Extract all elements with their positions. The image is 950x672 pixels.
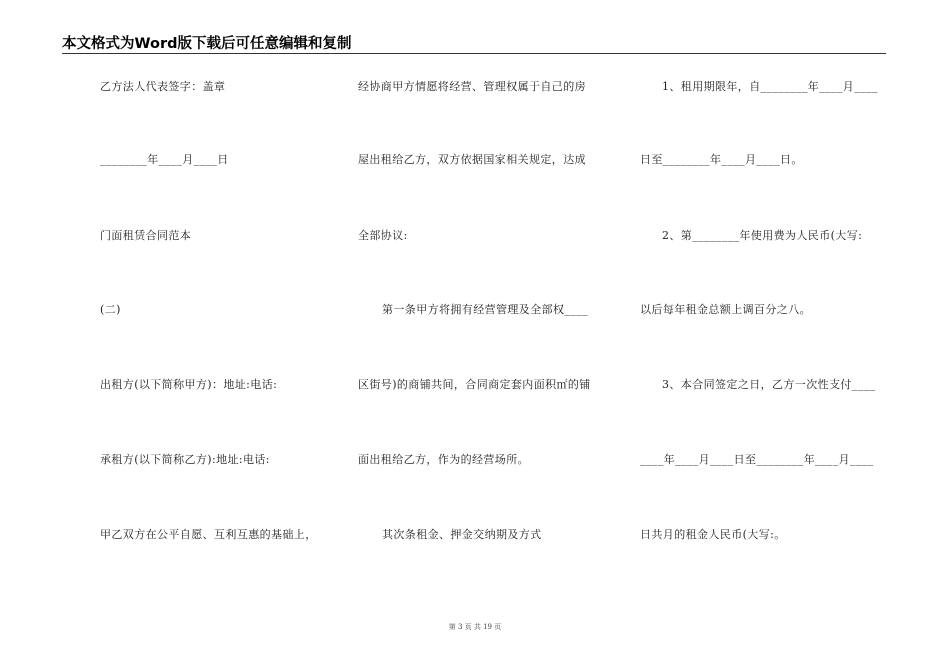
text-line: ____年____月____日至________年____月____ (640, 453, 874, 466)
text-line: 其次条租金、押金交纳期及方式 (382, 528, 542, 541)
text-column-right (640, 0, 890, 672)
text-column-left (100, 0, 330, 672)
text-line: 第一条甲方将拥有经营管理及全部权____ (382, 303, 588, 316)
text-line: 承租方(以下简称乙方):地址:电话: (100, 453, 270, 466)
text-line: 屋出租给乙方，双方依据国家相关规定，达成 (358, 153, 586, 166)
text-line: 1、租用期限年，自________年____月____ (662, 80, 878, 93)
text-line: 日共月的租金人民币(大写:。 (640, 528, 786, 541)
page-number: 第 3 页 共 19 页 (448, 623, 502, 631)
text-line: 乙方法人代表签字：盖章 (100, 80, 226, 93)
text-line: 日至________年____月____日。 (640, 153, 803, 166)
text-line: 甲乙双方在公平自愿、互利互惠的基础上， (100, 528, 317, 541)
text-line: 3、本合同签定之日，乙方一次性支付____ (662, 378, 876, 391)
text-line: (二) (100, 303, 121, 316)
text-line: 经协商甲方情愿将经营、管理权属于自己的房 (358, 80, 586, 93)
text-line: 出租方(以下简称甲方)：地址:电话: (100, 378, 278, 391)
text-column-middle (358, 0, 608, 672)
text-line: ________年____月____日 (100, 153, 229, 166)
text-line: 全部协议: (358, 229, 408, 242)
text-line: 门面租赁合同范本 (100, 229, 192, 242)
text-line: 区街号)的商铺共间，合同商定套内面积㎡的铺 (358, 378, 591, 391)
text-line: 2、第________年使用费为人民币(大写: (662, 229, 863, 242)
text-line: 以后每年租金总额上调百分之八。 (640, 303, 811, 316)
text-line: 面出租给乙方，作为的经营场所。 (358, 453, 529, 466)
document-header-title: 本文格式为Word版下载后可任意编辑和复制 (62, 36, 352, 52)
